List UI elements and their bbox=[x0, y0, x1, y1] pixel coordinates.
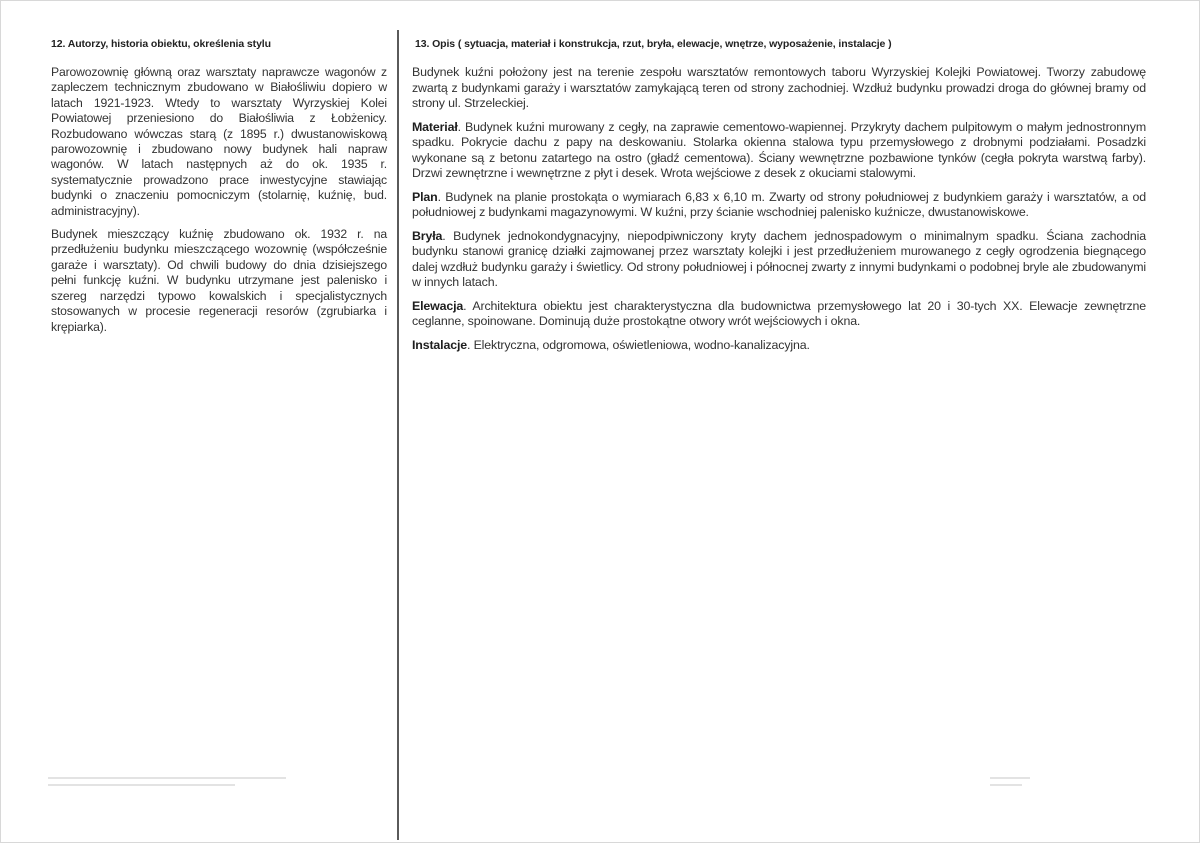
material-text: . Budynek kuźni murowany z cegły, na zaprawie cementowo-wapiennej. Przykryty dachem pulpitowym o małym jednostronnym spadku. Pokrycie dachu z papy na deskowaniu. Stolarka okienna stalowa typu przemysłowego z drobnymi podziałami. Posadzki wykonane są z betonu zatartego na ostro (gładź cementowa). Ściany wewnętrzne pozbawione tynków (cegła pokryta warstwą farby). Drzwi zewnętrzne i wewnętrzne z płyt i desek. Wrota wejściowe z desek z okuciami stalowymi. bbox=[412, 119, 1146, 180]
description-material bbox=[412, 120, 1146, 182]
column-divider bbox=[397, 30, 399, 840]
installations-text: . Elektryczna, odgromowa, oświetleniowa, wodno-kanalizacyjna. bbox=[466, 337, 810, 352]
material-label: Materiał bbox=[412, 119, 458, 134]
elevation-text: . Architektura obiektu jest charakterystyczna dla budownictwa przemysłowego lat 20 i 30-tych XX. Elewacje zewnętrzne ceglanne, spoinowane. Dominują duże prostokątne otwory wrót wejściowych i okna. bbox=[412, 298, 1146, 328]
installations-label: Instalacje bbox=[412, 337, 467, 352]
history-paragraph-2: Budynek mieszczący kuźnię zbudowano ok. 1932 r. na przedłużeniu budynku mieszczącego wozownię (współcześnie garaże i warsztaty). Od chwili budowy do dnia dzisiejszego pełni funkcję kuźni. W budynku utrzymane jest palenisko i szereg narzędzi typowo kowalskich i specjalistycznych stosowanych w procesie regeneracji resorów (zgrubiarka i krępiarka). bbox=[51, 227, 387, 334]
description-intro: Budynek kuźni położony jest na terenie zespołu warsztatów remontowych taboru Wyrzyskiej Kolejki Powiatowej. Tworzy zabudowę zwartą z budynkami garaży i warsztatów zamykającą teren od strony zachodniej. Wzdłuż budynku prowadzi droga do głównej bramy od strony ul. Strzeleckiej. bbox=[412, 65, 1146, 110]
section-12-heading: 12. Autorzy, historia obiektu, określenia stylu bbox=[51, 38, 271, 50]
description-elevation bbox=[412, 299, 1146, 330]
description-plan bbox=[412, 190, 1146, 221]
section-13-heading: 13. Opis ( sytuacja, materiał i konstrukcja, rzut, bryła, elewacje, wnętrze, wyposażenie, instalacje ) bbox=[415, 38, 892, 50]
massing-text: . Budynek jednokondygnacyjny, niepodpiwniczony kryty dachem jednospadowym o minimalnym spadku. Ściana zachodnia budynku stanowi granicę działki zajmowanej przez warsztaty kolejki i jest przedłużeniem murowanego z cegły ogrodzenia biegnącego dalej wzdłuż budynku garaży i świetlicy. Od strony południowej i północnej zwarty z innymi budynkami o podobnej bryle ale zbudowanymi w innych latach. bbox=[412, 228, 1146, 289]
plan-text: . Budynek na planie prostokąta o wymiarach 6,83 x 6,10 m. Zwarty od strony południowej z budynkiem garaży i warsztatów, a od południowej z budynkami magazynowymi. W kuźni, przy ścianie wschodniej palenisko kuźnicze, dwustanowiskowe. bbox=[412, 189, 1146, 219]
bleed-through-left bbox=[48, 777, 388, 817]
description-massing bbox=[412, 229, 1146, 291]
section-12-history bbox=[51, 38, 387, 343]
section-13-description bbox=[412, 38, 1146, 361]
bleed-through-right bbox=[990, 777, 1030, 817]
massing-label: Bryła bbox=[412, 228, 443, 243]
description-installations bbox=[412, 338, 1146, 354]
elevation-label: Elewacja bbox=[412, 298, 464, 313]
plan-label: Plan bbox=[412, 189, 438, 204]
history-paragraph-1: Parowozownię główną oraz warsztaty naprawcze wagonów z zapleczem technicznym zbudowano w Białośliwiu dopiero w latach 1921-1923. Wtedy to warsztaty Wyrzyskiej Kolei Powiatowej przeniesiono do Białośliwia z Łobżenicy. Rozbudowano wówczas starą (z 1895 r.) dwustanowiskową parowozownię i zbudowano nowy budynek hali napraw wagonów. W latach następnych aż do ok. 1935 r. systematycznie prowadzono prace inwestycyjne stawiając budynki o znaczeniu pomocniczym (stolarnię, kuźnię, bud. administracyjny). bbox=[51, 65, 387, 218]
